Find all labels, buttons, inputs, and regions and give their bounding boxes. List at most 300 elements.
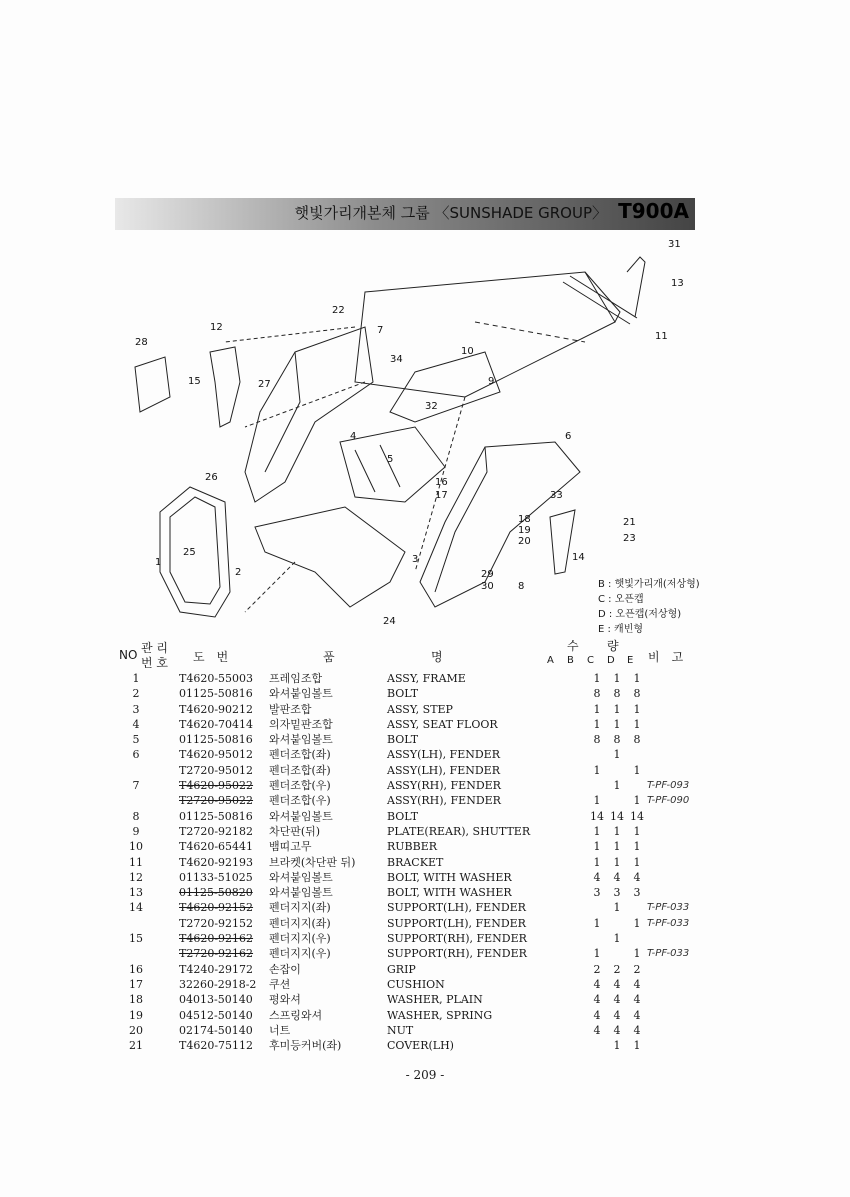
row-korean-name: 프레임조합 — [269, 672, 323, 685]
row-qty-c: 3 — [613, 886, 621, 900]
table-row — [115, 900, 727, 915]
row-korean-name: 펜더조합(좌) — [269, 748, 331, 762]
row-korean-name: 쿠션 — [269, 977, 291, 991]
table-row — [115, 855, 727, 870]
row-qty-b: 1 — [593, 947, 601, 961]
row-qty-a — [567, 962, 587, 977]
row-remarks — [647, 747, 727, 762]
row-qty-b — [587, 931, 607, 946]
callout-26: 26 — [205, 472, 218, 483]
row-no — [115, 916, 157, 931]
row-qty-d: 3 — [633, 886, 641, 900]
callout-16: 16 — [435, 477, 448, 488]
row-remarks — [647, 1023, 727, 1038]
row-qty-b: 8 — [593, 733, 601, 747]
row-qty-c: 1 — [613, 1039, 621, 1053]
callout-4: 4 — [350, 431, 357, 442]
row-qty-a — [567, 747, 587, 762]
row-korean-name: 의자밑판조합 — [269, 717, 333, 731]
row-qty-b: 4 — [593, 993, 601, 1007]
row-qty-d: 1 — [633, 916, 641, 930]
row-qty-a — [567, 916, 587, 931]
row-qty-a — [567, 824, 587, 839]
header-mgmt-bottom: 번 호 — [141, 656, 168, 670]
row-no — [115, 763, 157, 778]
row-qty-d: 14 — [630, 809, 644, 823]
table-row — [115, 931, 727, 946]
row-remarks — [647, 702, 727, 717]
row-qty-a — [567, 1038, 587, 1053]
header-col-b: B — [567, 655, 574, 666]
row-english-name: ASSY(LH), FENDER — [387, 748, 500, 762]
callout-12: 12 — [210, 322, 223, 333]
row-english-name: BOLT — [387, 809, 419, 823]
row-english-name: CUSHION — [387, 977, 445, 991]
table-row — [115, 686, 727, 701]
row-qty-c: 4 — [613, 870, 621, 884]
row-qty-b: 3 — [593, 886, 601, 900]
row-drawing-no: 01133-51025 — [179, 870, 253, 884]
row-korean-name: 펜더지지(우) — [269, 947, 331, 961]
row-remarks: T-PF-093 — [647, 780, 690, 792]
row-no: 2 — [132, 687, 140, 701]
row-drawing-no: T4620-92193 — [179, 855, 254, 869]
table-row — [115, 916, 727, 931]
callout-21: 21 — [623, 517, 636, 528]
row-drawing-no: T2720-95012 — [179, 763, 254, 777]
model-code: T900A — [618, 199, 689, 223]
row-qty-c: 2 — [613, 962, 621, 976]
row-qty-c — [607, 763, 627, 778]
callout-10: 10 — [461, 346, 474, 357]
row-korean-name: 와셔붙임볼트 — [269, 886, 333, 900]
row-qty-b: 1 — [593, 763, 601, 777]
callout-24: 24 — [383, 616, 396, 627]
table-row — [115, 1023, 727, 1038]
callout-32: 32 — [425, 401, 438, 412]
row-qty-d: 8 — [633, 733, 641, 747]
row-qty-a — [567, 778, 587, 793]
row-qty-c: 14 — [610, 809, 624, 823]
row-english-name: NUT — [387, 1023, 414, 1037]
row-qty-c — [607, 793, 627, 808]
row-qty-d: 1 — [633, 1039, 641, 1053]
callout-5: 5 — [387, 454, 394, 465]
row-qty-a — [567, 732, 587, 747]
row-qty-d — [627, 931, 647, 946]
row-korean-name: 와셔붙임볼트 — [269, 870, 333, 884]
right-fender-shape — [420, 442, 580, 607]
row-remarks — [647, 717, 727, 732]
row-korean-name: 와셔붙임볼트 — [269, 733, 333, 747]
row-qty-b: 1 — [593, 824, 601, 838]
row-qty-c: 1 — [613, 855, 621, 869]
row-english-name: PLATE(REAR), SHUTTER — [387, 824, 531, 838]
row-drawing-no: T4240-29172 — [179, 962, 254, 976]
table-row — [115, 824, 727, 839]
row-qty-c: 4 — [613, 1008, 621, 1022]
row-qty-d: 1 — [633, 840, 641, 854]
row-qty-a — [567, 900, 587, 915]
row-qty-c: 1 — [613, 717, 621, 731]
row-korean-name: 펜더지지(우) — [269, 932, 331, 946]
row-remarks: T-PF-033 — [647, 902, 690, 914]
row-english-name: BOLT — [387, 687, 419, 701]
table-row — [115, 732, 727, 747]
row-qty-d: 1 — [633, 763, 641, 777]
table-row — [115, 885, 727, 900]
row-drawing-no: 01125-50820 — [179, 886, 253, 900]
row-qty-c: 1 — [613, 901, 621, 915]
row-korean-name: 펜더지지(좌) — [269, 916, 331, 930]
table-row — [115, 778, 727, 793]
row-qty-a — [567, 931, 587, 946]
row-english-name: GRIP — [387, 962, 416, 976]
row-qty-c: 1 — [613, 672, 621, 685]
row-no — [115, 946, 157, 961]
row-korean-name: 평와셔 — [269, 993, 301, 1007]
row-remarks: T-PF-033 — [647, 917, 690, 929]
row-qty-c: 1 — [613, 840, 621, 854]
row-drawing-no: 32260-2918-2 — [179, 977, 257, 991]
header-name-2: 명 — [431, 650, 443, 664]
row-qty-b: 1 — [593, 794, 601, 808]
row-qty-a — [567, 763, 587, 778]
row-korean-name: 후미등커버(좌) — [269, 1039, 342, 1053]
row-english-name: SUPPORT(LH), FENDER — [387, 901, 526, 915]
row-drawing-no: T2720-92152 — [179, 916, 254, 930]
row-qty-a — [567, 717, 587, 732]
row-qty-b: 1 — [593, 855, 601, 869]
callout-8: 8 — [518, 581, 525, 592]
row-drawing-no: T2720-95022 — [179, 794, 254, 808]
row-qty-b: 1 — [593, 717, 601, 731]
row-no: 6 — [132, 748, 140, 762]
row-drawing-no: T4620-65441 — [179, 840, 254, 854]
row-english-name: WASHER, PLAIN — [387, 993, 483, 1007]
row-no: 9 — [132, 824, 140, 838]
callout-17: 17 — [435, 490, 448, 501]
roll-bar-shape — [563, 276, 637, 324]
row-qty-b: 2 — [593, 962, 601, 976]
row-qty-d: 1 — [633, 855, 641, 869]
row-no: 20 — [129, 1023, 143, 1037]
row-qty-a — [567, 793, 587, 808]
row-english-name: BRACKET — [387, 855, 444, 869]
row-qty-c: 1 — [613, 748, 621, 762]
row-english-name: BOLT — [387, 733, 419, 747]
callout-25: 25 — [183, 547, 196, 558]
header-qty-2: 량 — [607, 639, 619, 653]
row-drawing-no: 04013-50140 — [179, 993, 253, 1007]
row-drawing-no: T2720-92182 — [179, 824, 254, 838]
row-english-name: COVER(LH) — [387, 1039, 454, 1053]
row-qty-d: 4 — [633, 1023, 641, 1037]
row-no: 21 — [129, 1039, 143, 1053]
table-row — [115, 671, 727, 686]
row-qty-a — [567, 855, 587, 870]
row-qty-a — [567, 870, 587, 885]
row-english-name: BOLT, WITH WASHER — [387, 886, 512, 900]
table-header — [115, 636, 715, 672]
callout-23: 23 — [623, 533, 636, 544]
legend-item: D : 오픈캡(저상형) — [598, 609, 682, 620]
row-english-name: ASSY(LH), FENDER — [387, 763, 500, 777]
row-qty-d: 1 — [633, 702, 641, 716]
table-row — [115, 809, 727, 824]
legend-item: E : 캐빈형 — [598, 624, 644, 635]
row-no: 16 — [129, 962, 143, 976]
header-drawing-no: 도 번 — [193, 650, 229, 664]
row-korean-name: 와셔붙임볼트 — [269, 809, 333, 823]
row-qty-a — [567, 977, 587, 992]
header-mgmt-top: 관 리 — [141, 641, 168, 655]
row-korean-name: 펜더조합(우) — [269, 779, 331, 793]
row-qty-c: 8 — [613, 687, 621, 701]
row-korean-name: 와셔붙임볼트 — [269, 687, 333, 701]
row-qty-d: 8 — [633, 687, 641, 701]
callout-31: 31 — [668, 239, 681, 250]
row-english-name: SUPPORT(RH), FENDER — [387, 947, 527, 961]
row-drawing-no: T4620-95012 — [179, 748, 254, 762]
row-drawing-no: T2720-92162 — [179, 947, 254, 961]
row-no: 10 — [129, 840, 143, 854]
callout-28: 28 — [135, 337, 148, 348]
row-qty-c: 4 — [613, 977, 621, 991]
row-no: 8 — [132, 809, 140, 823]
row-qty-a — [567, 686, 587, 701]
row-english-name: ASSY(RH), FENDER — [387, 779, 501, 793]
table-row — [115, 793, 727, 808]
row-korean-name: 브라켓(차단판 뒤) — [269, 855, 356, 869]
callout-15: 15 — [188, 376, 201, 387]
table-row — [115, 1008, 727, 1023]
row-qty-b: 4 — [593, 977, 601, 991]
row-qty-b: 8 — [593, 687, 601, 701]
row-qty-a — [567, 1023, 587, 1038]
row-qty-b: 1 — [593, 672, 601, 685]
step-shape — [255, 507, 405, 607]
row-qty-b: 4 — [593, 1023, 601, 1037]
row-qty-d: 2 — [633, 962, 641, 976]
row-korean-name: 너트 — [269, 1023, 291, 1037]
left-fender-shape — [245, 327, 373, 502]
header-remarks: 비 고 — [648, 650, 684, 664]
row-qty-d: 4 — [633, 870, 641, 884]
row-remarks — [647, 824, 727, 839]
row-drawing-no: T4620-75112 — [179, 1039, 254, 1053]
row-no: 1 — [132, 672, 140, 685]
row-qty-a — [567, 992, 587, 1007]
shutter-plate-shape — [390, 352, 500, 422]
row-english-name: ASSY, FRAME — [387, 672, 466, 685]
row-qty-a — [567, 946, 587, 961]
row-remarks — [647, 1038, 727, 1053]
exploded-parts-diagram — [115, 232, 715, 634]
row-qty-c: 1 — [613, 779, 621, 793]
row-drawing-no: T4620-90212 — [179, 702, 254, 716]
row-english-name: BOLT, WITH WASHER — [387, 870, 512, 884]
callout-22: 22 — [332, 305, 345, 316]
row-drawing-no: T4620-92162 — [179, 932, 254, 946]
table-row — [115, 992, 727, 1007]
row-drawing-no: 01125-50816 — [179, 809, 253, 823]
row-korean-name: 뱀띠고무 — [269, 840, 312, 854]
row-remarks — [647, 763, 727, 778]
table-row — [115, 747, 727, 762]
callout-13: 13 — [671, 278, 684, 289]
row-drawing-no: T4620-55003 — [179, 672, 254, 685]
header-col-d: D — [607, 655, 615, 666]
row-qty-d: 1 — [633, 947, 641, 961]
row-korean-name: 펜더지지(좌) — [269, 901, 331, 915]
row-qty-c — [607, 946, 627, 961]
row-remarks — [647, 839, 727, 854]
callout-1: 1 — [155, 557, 162, 568]
row-english-name: RUBBER — [387, 840, 438, 854]
row-drawing-no: 01125-50816 — [179, 687, 253, 701]
row-qty-d: 1 — [633, 794, 641, 808]
row-drawing-no: 02174-50140 — [179, 1023, 253, 1037]
row-remarks — [647, 809, 727, 824]
legend-item: C : 오픈캡 — [598, 594, 644, 605]
callout-34: 34 — [390, 354, 403, 365]
row-korean-name: 차단판(뒤) — [269, 824, 321, 838]
header-col-c: C — [587, 655, 594, 666]
row-korean-name: 손잡이 — [269, 962, 301, 976]
row-remarks — [647, 870, 727, 885]
row-qty-d: 4 — [633, 977, 641, 991]
row-remarks — [647, 992, 727, 1007]
row-qty-b — [587, 747, 607, 762]
callout-33: 33 — [550, 490, 563, 501]
shade-panel-shape — [355, 272, 615, 397]
row-qty-b: 14 — [590, 809, 604, 823]
callout-27: 27 — [258, 379, 271, 390]
section-title: 햇빛가리개본체 그룹 〈SUNSHADE GROUP〉 — [294, 204, 607, 222]
row-qty-c: 1 — [613, 702, 621, 716]
table-row — [115, 977, 727, 992]
row-qty-d: 1 — [633, 824, 641, 838]
callout-6: 6 — [565, 431, 572, 442]
row-no: 18 — [129, 993, 143, 1007]
row-qty-c: 8 — [613, 733, 621, 747]
row-remarks — [647, 732, 727, 747]
row-no: 12 — [129, 870, 143, 884]
row-drawing-no: 01125-50816 — [179, 733, 253, 747]
row-drawing-no: T4620-95022 — [179, 779, 254, 793]
row-qty-d: 1 — [633, 672, 641, 685]
callout-20: 20 — [518, 536, 531, 547]
row-remarks: T-PF-090 — [647, 795, 690, 807]
callout-14: 14 — [572, 552, 585, 563]
table-row — [115, 702, 727, 717]
table-row — [115, 946, 727, 961]
row-drawing-no: T4620-70414 — [179, 717, 254, 731]
row-no: 17 — [129, 977, 143, 991]
row-qty-c: 4 — [613, 993, 621, 1007]
row-qty-d — [627, 778, 647, 793]
row-remarks: T-PF-033 — [647, 948, 690, 960]
callout-30: 30 — [481, 581, 494, 592]
row-qty-b — [587, 900, 607, 915]
row-drawing-no: 04512-50140 — [179, 1008, 253, 1022]
row-remarks — [647, 977, 727, 992]
row-no: 14 — [129, 901, 143, 915]
row-remarks — [647, 671, 727, 686]
table-row — [115, 763, 727, 778]
callout-29: 29 — [481, 569, 494, 580]
row-no — [115, 793, 157, 808]
row-korean-name: 발판조합 — [269, 702, 312, 716]
row-qty-b: 4 — [593, 1008, 601, 1022]
header-name-1: 품 — [323, 650, 335, 664]
row-qty-c: 1 — [613, 824, 621, 838]
row-qty-d — [627, 747, 647, 762]
row-korean-name: 펜더조합(좌) — [269, 763, 331, 777]
callout-3: 3 — [412, 554, 419, 565]
row-qty-d: 4 — [633, 993, 641, 1007]
row-no: 5 — [132, 733, 140, 747]
header-col-e: E — [627, 655, 634, 666]
row-no: 11 — [129, 855, 143, 869]
callout-9: 9 — [488, 376, 495, 387]
legend-item: B : 햇빛가리개(저상형) — [598, 579, 700, 590]
row-korean-name: 펜더조합(우) — [269, 794, 331, 808]
row-english-name: ASSY(RH), FENDER — [387, 794, 501, 808]
parts-table — [115, 671, 727, 1053]
header-col-a: A — [547, 655, 554, 666]
row-qty-c: 4 — [613, 1023, 621, 1037]
row-english-name: ASSY, STEP — [387, 702, 453, 716]
row-no: 4 — [132, 717, 140, 731]
section-header-bar — [115, 198, 695, 230]
row-qty-d: 4 — [633, 1008, 641, 1022]
callout-11: 11 — [655, 331, 668, 342]
model-legend — [598, 577, 700, 637]
row-qty-a — [567, 702, 587, 717]
callout-18: 18 — [518, 514, 531, 525]
row-korean-name: 스프링와셔 — [269, 1008, 323, 1022]
row-english-name: WASHER, SPRING — [387, 1008, 493, 1022]
table-row — [115, 962, 727, 977]
row-qty-a — [567, 839, 587, 854]
row-qty-a — [567, 809, 587, 824]
row-english-name: SUPPORT(LH), FENDER — [387, 916, 526, 930]
row-remarks — [647, 931, 727, 946]
row-no: 19 — [129, 1008, 143, 1022]
row-qty-b: 1 — [593, 702, 601, 716]
table-row — [115, 717, 727, 732]
row-qty-d: 1 — [633, 717, 641, 731]
row-qty-a — [567, 671, 587, 686]
table-row — [115, 870, 727, 885]
row-english-name: ASSY, SEAT FLOOR — [387, 717, 498, 731]
header-no: NO — [119, 648, 138, 662]
row-english-name: SUPPORT(RH), FENDER — [387, 932, 527, 946]
callout-7: 7 — [377, 325, 384, 336]
header-qty-1: 수 — [567, 639, 579, 653]
callout-19: 19 — [518, 525, 531, 536]
table-row — [115, 1038, 727, 1053]
callout-2: 2 — [235, 567, 242, 578]
row-no: 15 — [129, 932, 143, 946]
row-qty-b — [587, 778, 607, 793]
row-remarks — [647, 686, 727, 701]
row-drawing-no: T4620-92152 — [179, 901, 254, 915]
row-qty-b: 1 — [593, 840, 601, 854]
row-no: 3 — [132, 702, 140, 716]
